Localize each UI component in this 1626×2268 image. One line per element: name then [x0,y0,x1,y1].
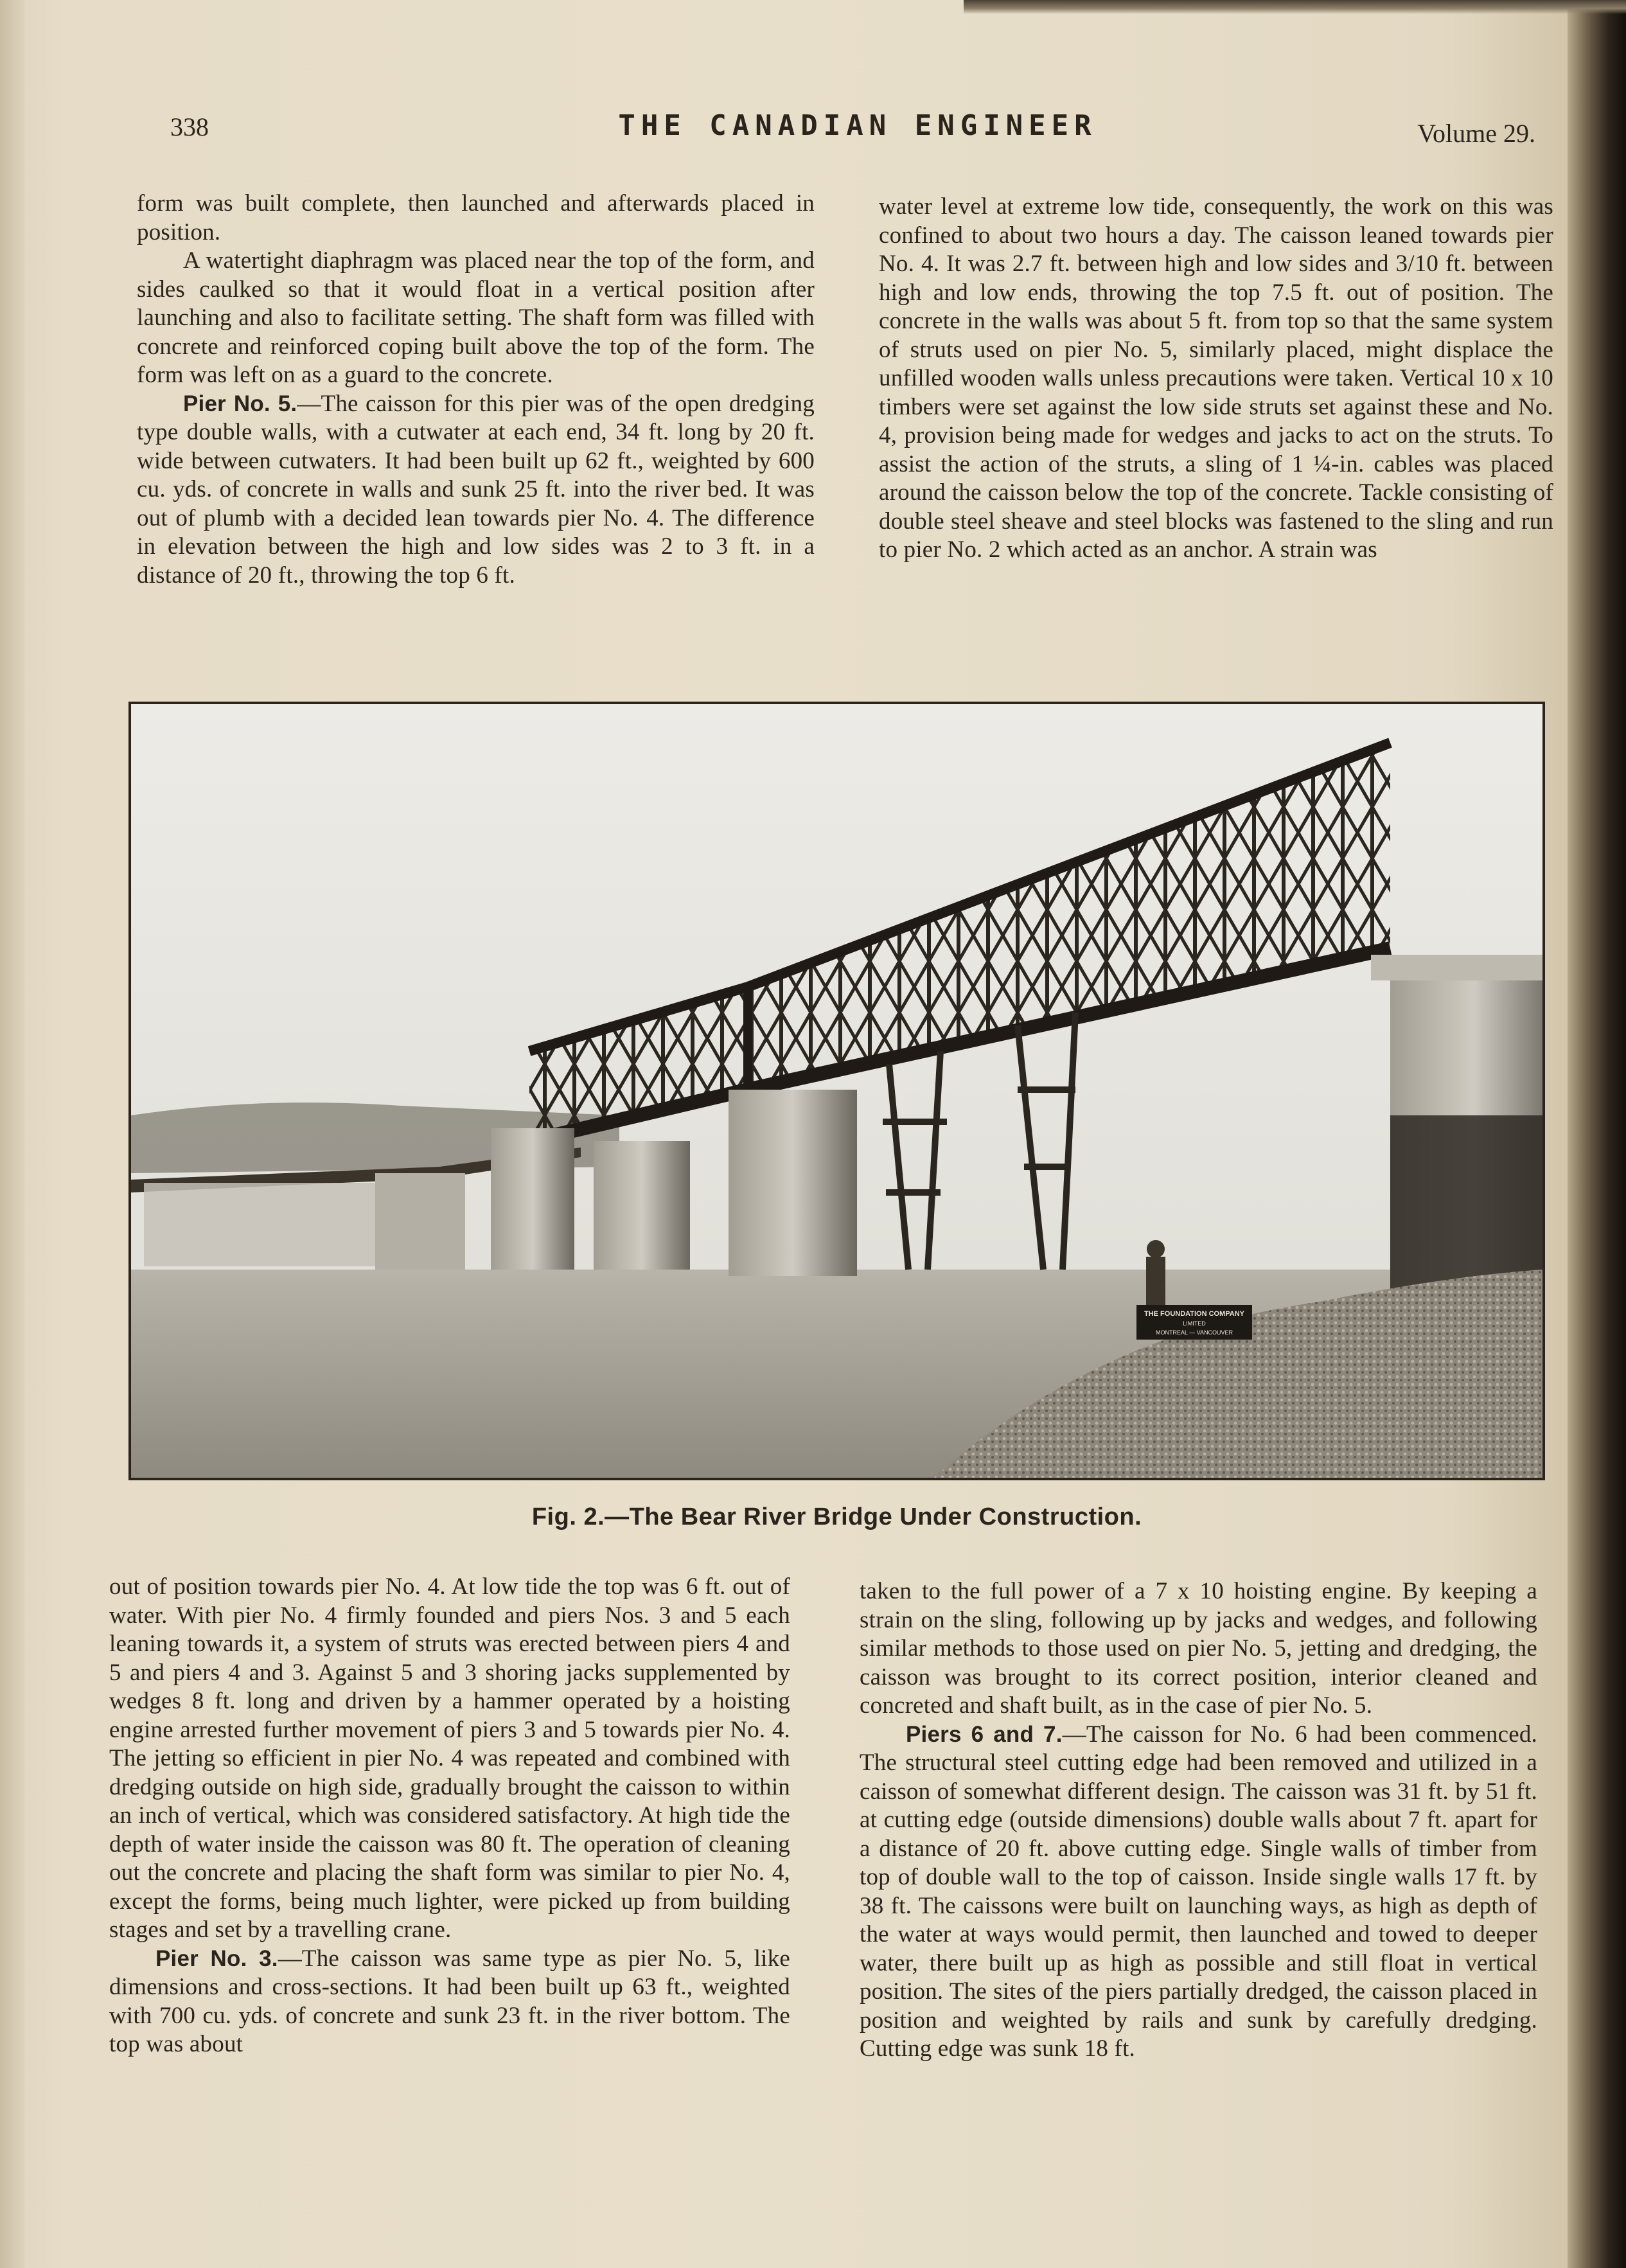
bridge-photo-illustration [131,704,1542,1478]
paragraph: water level at extreme low tide, consequently, the work on this was confined to about two hours a day. The caisson leaned towards pier No. 4. It was 2.7 ft. between high and low sides and 3/10 ft. between high and low ends, throwing the top 7.5 ft. out of position. The concrete in the walls was about 5 ft. from top so that the same system of struts used on pier No. 5, similarly placed, might displace the unfilled wooden walls unless precautions were taken. Vertical 10 x 10 timbers were set against the low side struts set against these and No. 4, provision being made for wedges and jacks to act on the struts. To assist the action of the struts, a sling of 1 ¼-in. cables was placed around the caisson below the top of the concrete. Tackle consisting of double steel sheave and steel blocks was fastened to the sling and run to pier No. 2 which acted as an anchor. A strain was [879,193,1553,563]
figure-caption: Fig. 2.—The Bear River Bridge Under Construction. [531,1503,1142,1530]
page-top-edge [964,0,1626,14]
volume-label: Volume 29. [1417,119,1535,148]
book-binding-shadow [1568,0,1626,2268]
pier [491,1128,574,1270]
pier [594,1141,690,1270]
page-left-edge [0,0,24,2268]
paragraph [860,1721,1537,2064]
section-run-head: Pier No. 3. [155,1945,278,1971]
page-number: 338 [170,112,209,141]
sign-line-1: THE FOUNDATION COMPANY [1144,1310,1245,1318]
pier-cap [1371,955,1542,980]
column-top-left [137,190,815,590]
paragraph-body: —The caisson was same type as pier No. 5, like dimensions and cross-sections. It had been built up 63 ft., weighted with 700 cu. yds. of concrete and sunk 23 ft. in the river bottom. The top was about [109,1945,790,2057]
main-pier-wet-base [1390,1115,1542,1295]
standing-man [1146,1240,1165,1308]
column-bottom-right [860,1577,1537,2064]
paragraph [109,1945,790,2059]
paragraph: form was built complete, then launched and afterwards placed in position. [137,190,815,245]
far-pier [375,1173,465,1270]
paragraph: out of position towards pier No. 4. At low tide the top was 6 ft. out of water. With pier No. 4 firmly founded and piers Nos. 3 and 5 each leaning towards it, a system of struts was erected between piers 4 and 5 and piers 4 and 3. Against 5 and 3 shoring jacks supplemented by wedges 8 ft. long and driven by a hammer operated by a hoisting engine arrested further movement of piers 3 and 5 towards pier No. 4. The jetting so efficient in pier No. 4 was repeated and combined with dredging outside on high side, gradually brought the caisson to within an inch of vertical, which was considered satisfactory. At high tide the depth of water inside the caisson was 80 ft. The operation of cleaning out the concrete and placing the shaft form was similar to pier No. 4, except the forms, being much lighter, were picked up from building stages and set by a travelling crane. [109,1573,790,1943]
pier [729,1090,857,1276]
column-bottom-left [109,1573,790,2059]
company-sign [1136,1305,1252,1340]
column-top-right [879,193,1553,565]
paragraph-body: —The caisson for No. 6 had been commenced. The structural steel cutting edge had been removed and utilized in a caisson of somewhat different design. The caisson was 31 ft. by 51 ft. at cutting edge (outside dimensions) double walls about 7 ft. apart for a distance of 20 ft. above cutting edge. Single walls of timber from top of double wall to the top of caisson. Inside single walls 17 ft. by 38 ft. The caissons were built on launching ways, as high as depth of the water at ways would permit, then launched and towed to deeper water, there built up as high as possible and still float in vertical position. The sites of the piers partially dredged, the caisson placed in position and weighted by rails and sunk by carefully dredging. Cutting edge was sunk 18 ft. [860,1721,1537,2062]
paragraph: taken to the full power of a 7 x 10 hoisting engine. By keeping a strain on the sling, following up by jacks and wedges, and following similar methods to those used on pier No. 5, jetting and dredging, the caisson was brought to its correct position, interior cleaned and concreted and shaft built, as in the case of pier No. 5. [860,1578,1537,1719]
bridge-photograph [128,702,1545,1480]
paragraph-body: —The caisson for this pier was of the open dredging type double walls, with a cutwater at each end, 34 ft. long by 20 ft. wide between cutwaters. It had been built up 62 ft., weighted by 600 cu. yds. of concrete in walls and sunk 25 ft. into the river bed. It was out of plumb with a decided lean towards pier No. 4. The difference in elevation between the high and low sides was 2 to 3 ft. in a distance of 20 ft., throwing the top 6 ft. [137,390,815,589]
journal-title: THE CANADIAN ENGINEER [618,109,1097,142]
section-run-head: Piers 6 and 7. [906,1721,1063,1747]
running-header [170,109,1535,154]
sign-line-2: LIMITED [1183,1320,1206,1327]
paragraph [137,390,815,590]
paragraph: A watertight diaphragm was placed near the top of the form, and sides caulked so that it would float in a vertical position after launching and also to facilitate setting. The shaft form was filled with concrete and reinforced coping built above the top of the form. The form was left on as a guard to the concrete. [137,247,815,388]
section-run-head: Pier No. 5. [183,391,297,416]
sign-line-3: MONTREAL — VANCOUVER [1155,1329,1233,1336]
